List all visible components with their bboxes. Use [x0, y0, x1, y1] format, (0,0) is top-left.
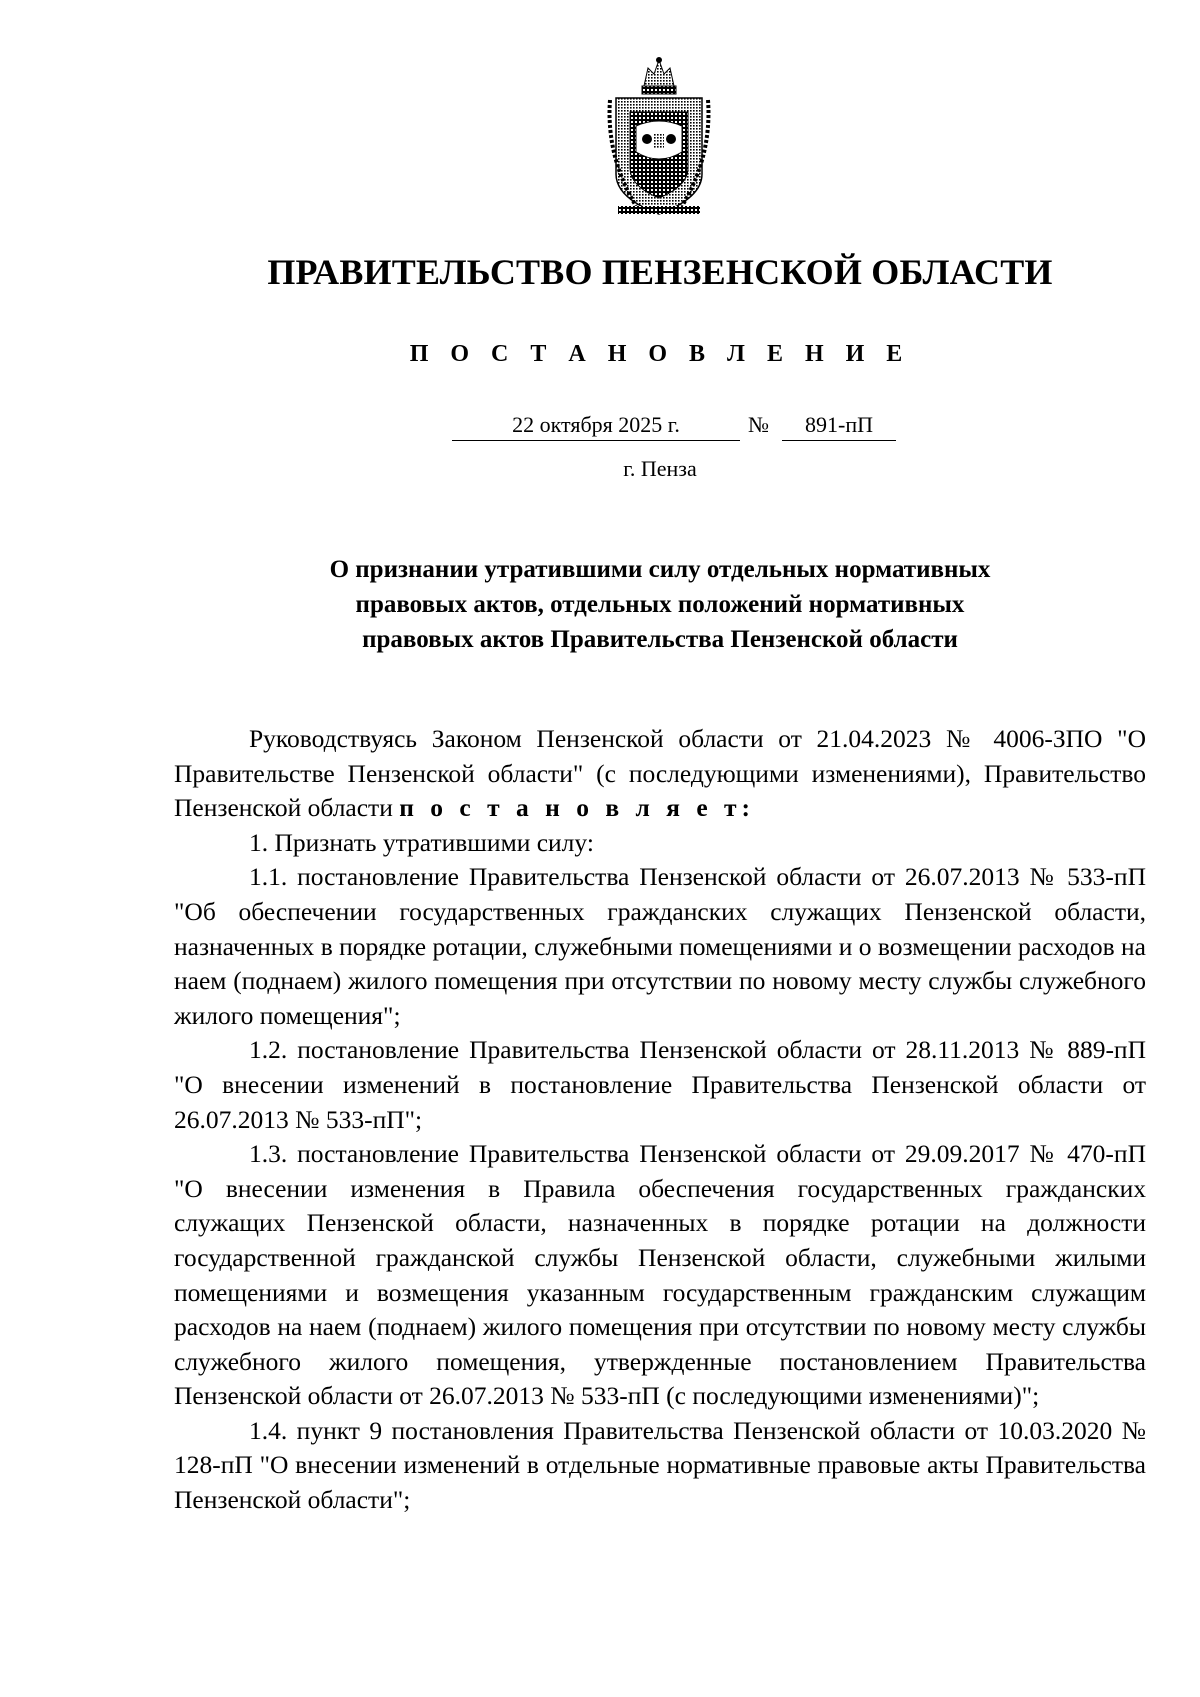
preamble-text: Руководствуясь Законом Пензенской области от 21.04.2023 № 4006-ЗПО "О Правительстве Пензенской области" (с последующими изменениями), Правительство Пензенской области	[174, 724, 1146, 823]
document-city: г. Пенза	[623, 456, 697, 481]
number-sign: №	[748, 412, 769, 437]
subject-line: правовых актов, отдельных положений нормативных	[355, 591, 965, 618]
item-paragraph: 1.1. постановление Правительства Пензенской области от 26.07.2013 № 533-пП "Об обеспечении государственных гражданских служащих Пензенской области, назначенных в порядке ротации, служебными помещениями и о возмещении расходов на наем (поднаем) жилого помещения при отсутствии по новому месту службы служебного жилого помещения";	[174, 862, 1146, 1030]
document-number: 891-пП	[782, 412, 896, 441]
document-body	[174, 722, 1146, 1518]
item-paragraph: 1.3. постановление Правительства Пензенской области от 29.09.2017 № 470-пП "О внесении изменения в Правила обеспечения государственных гражданских служащих Пензенской области, назначенных в порядке ротации на должности государственной гражданской службы Пензенской области, служебными жилыми помещениями и возмещения указанным государственным гражданским служащим расходов на наем (поднаем) жилого помещения при отсутствии по новому месту службы служебного жилого помещения, утвержденные постановлением Правительства Пензенской области от 26.07.2013 № 533-пП (с последующими изменениями)";	[174, 1139, 1146, 1411]
item-paragraph: 1.4. пункт 9 постановления Правительства Пензенской области от 10.03.2020 № 128-пП "О внесении изменений в отдельные нормативные правовые акты Правительства Пензенской области";	[174, 1415, 1146, 1515]
subject-line: О признании утратившими силу отдельных нормативных	[329, 556, 991, 583]
preamble-paragraph	[174, 722, 1146, 826]
subject-line: правовых актов Правительства Пензенской области	[362, 626, 958, 653]
resolves-word: п о с т а н о в л я е т:	[399, 793, 756, 823]
item-paragraph: 1.2. постановление Правительства Пензенской области от 28.11.2013 № 889-пП "О внесении изменений в постановление Правительства Пензенской области от 26.07.2013 № 533-пП";	[174, 1035, 1146, 1134]
coat-of-arms-icon	[606, 56, 712, 218]
document-subject	[190, 552, 1130, 657]
document-date: 22 октября 2025 г.	[452, 412, 740, 441]
organization-title: ПРАВИТЕЛЬСТВО ПЕНЗЕНСКОЙ ОБЛАСТИ	[267, 252, 1053, 292]
item-paragraph: 1. Признать утратившими силу:	[249, 827, 594, 857]
document-type: П О С Т А Н О В Л Е Н И Е	[409, 341, 911, 367]
